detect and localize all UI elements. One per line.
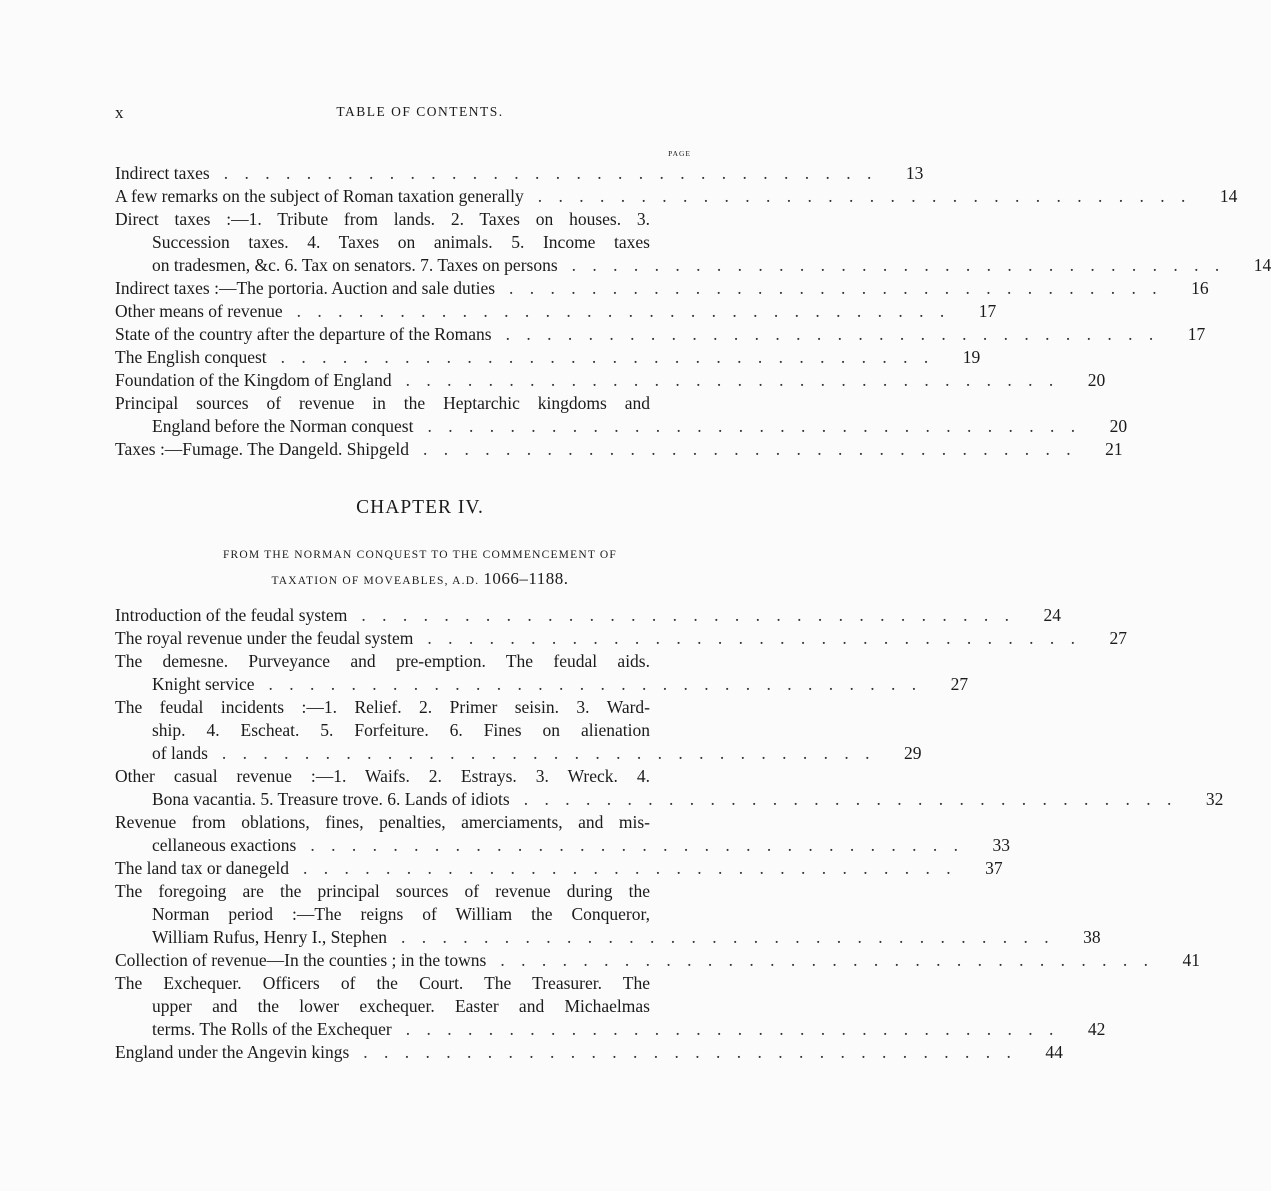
toc-entry-text: State of the country after the departure of the Romans <box>115 324 492 344</box>
toc-entry <box>115 650 969 696</box>
toc-entry-text: The English conquest <box>115 347 267 367</box>
toc-entry-line <box>115 1018 1106 1041</box>
toc-entry <box>115 185 1238 208</box>
chapter-heading: CHAPTER IV. <box>356 497 484 518</box>
toc-entry <box>115 857 1003 880</box>
page-numeral: x <box>115 103 124 122</box>
toc-entry-line <box>115 650 695 673</box>
toc-list <box>115 604 1224 1064</box>
toc-page-number: 14 <box>1253 255 1271 275</box>
toc-entry-text: Direct taxes :—1. Tribute from lands. 2. Taxes on houses. 3. <box>115 209 650 229</box>
toc-entry-text: Norman period :—The reigns of William the Conqueror, <box>152 904 650 924</box>
dot-leader: . . . . . . . . . . . . . . . . . . . . . . . . . . . . . . . . <box>363 1042 1017 1062</box>
toc-entry-line <box>115 369 1106 392</box>
toc-entry-line <box>115 346 981 369</box>
toc-page-number: 27 <box>1109 628 1127 648</box>
toc-entry-text: The demesne. Purveyance and pre-emption. The feudal aids. <box>115 651 650 671</box>
toc-page-number: 37 <box>985 858 1003 878</box>
dot-leader: . . . . . . . . . . . . . . . . . . . . . . . . . . . . . . . . <box>221 743 876 763</box>
toc-entry <box>115 277 1209 300</box>
toc-entry-line <box>115 857 1003 880</box>
toc-list <box>115 162 1271 461</box>
toc-entry-line <box>115 162 924 185</box>
toc-entry <box>115 627 1127 650</box>
toc-page-number: 20 <box>1087 370 1106 390</box>
dot-leader: . . . . . . . . . . . . . . . . . . . . . . . . . . . . . . . . <box>505 324 1160 344</box>
toc-entry-line <box>115 880 695 903</box>
toc-page-number: 13 <box>905 163 924 183</box>
dot-leader: . . . . . . . . . . . . . . . . . . . . . . . . . . . . . . . . <box>401 927 1055 947</box>
toc-entry-text: Introduction of the feudal system <box>115 605 348 625</box>
dot-leader: . . . . . . . . . . . . . . . . . . . . . . . . . . . . . . . . <box>361 605 1015 625</box>
toc-entry-line <box>115 185 1238 208</box>
toc-entry-text: ship. 4. Escheat. 5. Forfeiture. 6. Fines on alienation <box>152 720 650 740</box>
toc-entry-text: Other means of revenue <box>115 301 283 321</box>
toc-entry <box>115 972 1106 1041</box>
toc-page-number: 21 <box>1105 439 1123 459</box>
chapter-subtitle-line-2 <box>0 567 840 593</box>
toc-entry <box>115 162 924 185</box>
dot-leader: . . . . . . . . . . . . . . . . . . . . . . . . . . . . . . . . <box>296 301 951 321</box>
toc-section-bottom <box>115 604 1224 1064</box>
toc-entry-text: Indirect taxes :—The portoria. Auction and sale duties <box>115 278 496 298</box>
chapter-dates: 1066–1188. <box>483 569 569 588</box>
toc-entry-line <box>115 742 922 765</box>
toc-entry-text: terms. The Rolls of the Exchequer <box>152 1019 392 1039</box>
dot-leader: . . . . . . . . . . . . . . . . . . . . . . . . . . . . . . . . <box>422 439 1077 459</box>
dot-leader: . . . . . . . . . . . . . . . . . . . . . . . . . . . . . . . . <box>405 370 1060 390</box>
toc-entry-line <box>115 834 1010 857</box>
toc-entry-text: Bona vacantia. 5. Treasure trove. 6. Lands of idiots <box>152 789 510 809</box>
toc-entry-text: The Exchequer. Officers of the Court. The Treasurer. The <box>115 973 650 993</box>
toc-entry-text: The feudal incidents :—1. Relief. 2. Primer seisin. 3. Ward- <box>115 697 650 717</box>
toc-page-number: 32 <box>1205 789 1224 809</box>
toc-entry-text: England before the Norman conquest <box>152 416 414 436</box>
toc-entry-line <box>115 254 1271 277</box>
toc-entry-text: Collection of revenue—In the counties ; in the towns <box>115 950 487 970</box>
toc-entry <box>115 323 1206 346</box>
toc-entry <box>115 765 1224 811</box>
toc-entry <box>115 949 1200 972</box>
dot-leader: . . . . . . . . . . . . . . . . . . . . . . . . . . . . . . . . <box>509 278 1163 298</box>
toc-entry-text: of lands <box>152 743 208 763</box>
toc-page-number: 33 <box>992 835 1010 855</box>
dot-leader: . . . . . . . . . . . . . . . . . . . . . . . . . . . . . . . . <box>523 789 1178 809</box>
toc-entry-line <box>115 719 695 742</box>
dot-leader: . . . . . . . . . . . . . . . . . . . . . . . . . . . . . . . . <box>302 858 957 878</box>
toc-entry-text: Foundation of the Kingdom of England <box>115 370 392 390</box>
toc-entry <box>115 811 1010 857</box>
dot-leader: . . . . . . . . . . . . . . . . . . . . . . . . . . . . . . . . <box>405 1019 1060 1039</box>
toc-entry-text: William Rufus, Henry I., Stephen <box>152 927 388 947</box>
toc-entry-text: The land tax or danegeld <box>115 858 289 878</box>
dot-leader: . . . . . . . . . . . . . . . . . . . . . . . . . . . . . . . . <box>500 950 1154 970</box>
toc-entry-line <box>115 972 695 995</box>
toc-entry-text: Succession taxes. 4. Taxes on animals. 5. Income taxes <box>152 232 650 252</box>
toc-page-number: 41 <box>1182 950 1200 970</box>
toc-entry-text: Knight service <box>152 674 255 694</box>
page-column-label: PAGE <box>668 149 691 158</box>
toc-entry <box>115 880 1101 949</box>
toc-entry-text: The royal revenue under the feudal system <box>115 628 414 648</box>
toc-entry-line <box>115 995 695 1018</box>
toc-page-number: 29 <box>904 743 922 763</box>
toc-page-number: 42 <box>1087 1019 1106 1039</box>
chapter-subtitle-line-1: FROM THE NORMAN CONQUEST TO THE COMMENCEMENT OF <box>222 549 618 561</box>
toc-entry-line <box>115 231 695 254</box>
toc-page-number: 44 <box>1045 1042 1063 1062</box>
toc-section-top <box>115 146 1271 461</box>
toc-entry-line <box>115 300 997 323</box>
toc-entry-line <box>115 208 695 231</box>
toc-page-number: 17 <box>1187 324 1206 344</box>
toc-entry-line <box>115 926 1101 949</box>
chapter-subtitle <box>0 543 840 593</box>
toc-entry-line <box>115 949 1200 972</box>
toc-page-number: 20 <box>1109 416 1128 436</box>
toc-page-number: 24 <box>1043 605 1061 625</box>
toc-entry-line <box>115 627 1127 650</box>
toc-entry <box>115 346 981 369</box>
dot-leader: . . . . . . . . . . . . . . . . . . . . . . . . . . . . . . . . <box>427 628 1081 648</box>
toc-page-number: 19 <box>962 347 981 367</box>
running-title: TABLE OF CONTENTS. <box>336 104 504 119</box>
toc-entry-text: The foregoing are the principal sources of revenue during the <box>115 881 650 901</box>
toc-entry-line <box>115 1041 1063 1064</box>
dot-leader: . . . . . . . . . . . . . . . . . . . . . . . . . . . . . . . . <box>223 163 878 183</box>
toc-page-number: 16 <box>1191 278 1209 298</box>
toc-entry-text: England under the Angevin kings <box>115 1042 350 1062</box>
toc-entry <box>115 300 997 323</box>
toc-entry-text: A few remarks on the subject of Roman taxation generally <box>115 186 524 206</box>
toc-entry <box>115 696 922 765</box>
toc-entry <box>115 392 1128 438</box>
toc-entry-text: upper and the lower exchequer. Easter and Michaelmas <box>152 996 650 1016</box>
toc-page-number: 17 <box>978 301 997 321</box>
toc-entry-line <box>115 415 1128 438</box>
toc-entry-text: Taxes :—Fumage. The Dangeld. Shipgeld <box>115 439 409 459</box>
toc-entry-text: Revenue from oblations, fines, penalties, amerciaments, and mis- <box>115 812 650 832</box>
dot-leader: . . . . . . . . . . . . . . . . . . . . . . . . . . . . . . . . <box>310 835 964 855</box>
toc-entry-text: Principal sources of revenue in the Heptarchic kingdoms and <box>115 393 650 413</box>
toc-entry-line <box>115 903 695 926</box>
toc-entry <box>115 369 1106 392</box>
toc-entry-line <box>115 604 1061 627</box>
toc-entry-line <box>115 277 1209 300</box>
dot-leader: . . . . . . . . . . . . . . . . . . . . . . . . . . . . . . . . <box>427 416 1082 436</box>
running-head <box>0 103 840 123</box>
toc-entry-line <box>115 696 695 719</box>
toc-page-number: 38 <box>1083 927 1101 947</box>
dot-leader: . . . . . . . . . . . . . . . . . . . . . . . . . . . . . . . . <box>268 674 923 694</box>
dot-leader: . . . . . . . . . . . . . . . . . . . . . . . . . . . . . . . . <box>280 347 935 367</box>
toc-entry-text: on tradesmen, &c. 6. Tax on senators. 7. Taxes on persons <box>152 255 558 275</box>
toc-entry <box>115 604 1061 627</box>
toc-entry <box>115 438 1123 461</box>
toc-entry-line <box>115 811 695 834</box>
toc-page-number: 14 <box>1219 186 1238 206</box>
toc-entry-line <box>115 765 695 788</box>
dot-leader: . . . . . . . . . . . . . . . . . . . . . . . . . . . . . . . . <box>571 255 1226 275</box>
toc-entry-line <box>115 438 1123 461</box>
dot-leader: . . . . . . . . . . . . . . . . . . . . . . . . . . . . . . . . <box>537 186 1192 206</box>
toc-entry <box>115 208 1271 277</box>
toc-entry-line <box>115 788 1224 811</box>
toc-entry <box>115 1041 1063 1064</box>
toc-entry-line <box>115 323 1206 346</box>
toc-entry-text: Indirect taxes <box>115 163 210 183</box>
toc-entry-line <box>115 673 969 696</box>
toc-entry-text: cellaneous exactions <box>152 835 297 855</box>
chapter-subtitle-text: TAXATION OF MOVEABLES, A.D. <box>271 575 480 587</box>
toc-entry-text: Other casual revenue :—1. Waifs. 2. Estrays. 3. Wreck. 4. <box>115 766 650 786</box>
toc-entry-line <box>115 392 695 415</box>
toc-page-number: 27 <box>950 674 969 694</box>
